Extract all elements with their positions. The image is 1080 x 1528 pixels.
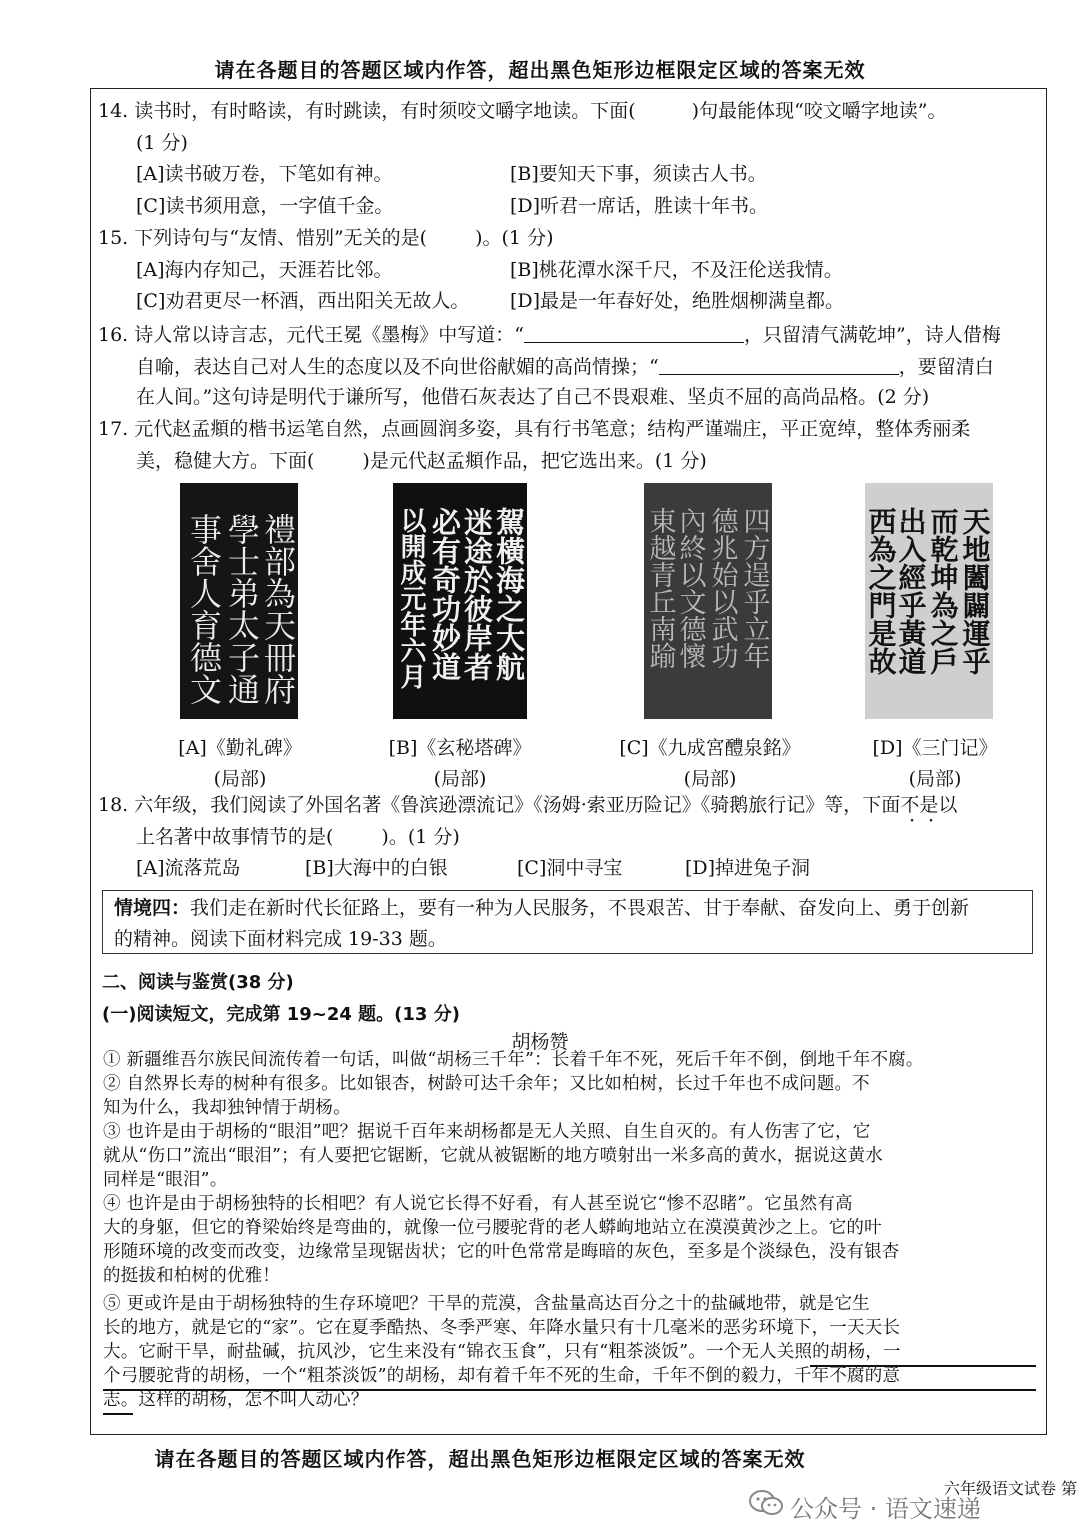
q18-option-b[interactable]: [B]大海中的白银 <box>305 857 448 879</box>
passage-line-10: 的挺拔和柏树的优雅！ <box>103 1266 280 1286</box>
q15-option-b[interactable]: [B]桃花潭水深千尺，不及汪伦送我情。 <box>510 259 843 281</box>
wechat-icon <box>748 1489 784 1517</box>
q17-option-d-sub: (局部) <box>908 768 962 790</box>
q17-option-c-sub: (局部) <box>683 768 737 790</box>
callig-a-col3: 事舍人育德文 <box>185 513 223 705</box>
q16-blank-1[interactable] <box>524 324 744 343</box>
q16-line2: 自喻，表达自己对人生的态度以及不向世俗献媚的高尚情操；“ ，要留清白 <box>136 356 994 378</box>
callig-d-col2: 而乾坤為之戶 <box>926 507 960 675</box>
q15-stem: 15. 下列诗句与“友情、惜别”无关的是( )。(1 分) <box>98 227 554 249</box>
passage-line-3: 知为什么，我却独钟情于胡杨。 <box>103 1098 351 1118</box>
callig-b-col2: 迷途於彼岸者 <box>460 507 494 681</box>
q14-option-c[interactable]: [C]读书须用意，一字值千金。 <box>136 195 394 217</box>
q18-option-d[interactable]: [D]掉进兔子洞 <box>685 857 811 879</box>
header-note: 请在各题目的答题区域内作答，超出黑色矩形边框限定区域的答案无效 <box>214 58 866 82</box>
q14-option-d[interactable]: [D]听君一席话，胜读十年书。 <box>510 195 769 217</box>
calligraphy-b-svg <box>393 483 527 719</box>
q17-option-a-label[interactable]: [A]《勤礼碑》 <box>178 737 302 759</box>
q14-option-a[interactable]: [A]读书破万卷，下笔如有神。 <box>136 163 393 185</box>
q15-option-a[interactable]: [A]海内存知己，天涯若比邻。 <box>136 259 393 281</box>
underline-3 <box>103 1413 133 1415</box>
q17-line1: 17. 元代赵孟頫的楷书运笔自然，点画圆润多姿，具有行书笔意；结构严谨端庄，平正宽绰，整体秀丽柔 <box>98 418 971 440</box>
watermark-text: 公众号 · 语文速递 <box>790 1495 981 1523</box>
callig-b-col4: 以開成元年六月 <box>396 507 426 689</box>
q14-option-b[interactable]: [B]要知天下事，须读古人书。 <box>510 163 767 185</box>
emphasis-char-1: 不 <box>900 794 920 816</box>
q18-line2: 上名著中故事情节的是( )。(1 分) <box>136 826 460 848</box>
callig-d-col3: 出入經乎黃道 <box>894 507 928 675</box>
callig-b-col1: 駕橫海之大航 <box>492 507 526 681</box>
passage-line-12: 长的地方，就是它的“家”。它在夏季酷热、冬季严寒、年降水量只有十几毫米的恶劣环境下，一天天长 <box>103 1318 901 1338</box>
q17-option-d-label[interactable]: [D]《三门记》 <box>872 737 998 759</box>
callig-a-col1: 禮部為天冊府 <box>259 513 297 705</box>
callig-c-col4: 東越青丘南踰 <box>644 507 676 669</box>
callig-c-col3: 內終以文德懷 <box>674 507 706 669</box>
q15-option-d[interactable]: [D]最是一年春好处，绝胜烟柳满皇都。 <box>510 290 845 312</box>
callig-d-col1: 天地闔闢運乎 <box>958 507 992 675</box>
callig-a-col2: 學士弟太子通 <box>223 513 261 705</box>
callig-d-col4: 西為之門是故 <box>865 507 898 675</box>
calligraphy-a-svg <box>180 483 298 719</box>
footer-note: 请在各题目的答题区域内作答，超出黑色矩形边框限定区域的答案无效 <box>154 1447 806 1471</box>
underline-1 <box>810 1365 1036 1367</box>
calligraphy-d-svg <box>865 483 993 719</box>
passage-line-5: 就从“伤口”流出“眼泪”；有人要把它锯断，它就从被锯断的地方喷射出一米多高的黄水，据说这黄水 <box>103 1146 883 1166</box>
q14-score: (1 分) <box>136 132 188 154</box>
q16-line3: 在人间。”这句诗是明代于谦所写，他借石灰表达了自己不畏艰难、坚贞不屈的高尚品格。(2 分) <box>136 386 930 408</box>
passage-line-14: 个弓腰驼背的胡杨，一个“粗茶淡饭”的胡杨，却有着千年不死的生命，千年不倒的毅力，千年不腐的意 <box>103 1366 901 1386</box>
passage-line-11: ⑤ 更或许是由于胡杨独特的生存环境吧？干旱的荒漠，含盐量高达百分之十的盐碱地带，就是它生 <box>103 1294 870 1314</box>
passage-line-4: ③ 也许是由于胡杨的“眼泪”吧？据说千百年来胡杨都是无人关照、自生自灭的。有人伤害了它，它 <box>103 1122 871 1142</box>
q17-option-a-sub: (局部) <box>213 768 267 790</box>
q16-blank-2[interactable] <box>659 356 899 375</box>
q17-option-c-label[interactable]: [C]《九成宮醴泉銘》 <box>619 737 801 759</box>
underline-2 <box>103 1389 1036 1391</box>
section-2-heading: 二、阅读与鉴赏(38 分) <box>102 972 294 993</box>
callig-c-col2: 德兆始以武功 <box>706 507 738 669</box>
callig-b-col3: 必有奇功妙道 <box>428 507 462 681</box>
passage-line-2: ② 自然界长寿的树种有很多。比如银杏，树龄可达千余年；又比如柏树，长过千年也不成问题。不 <box>103 1074 870 1094</box>
q16-line1: 16. 诗人常以诗言志，元代王冕《墨梅》中写道：“ ，只留清气满乾坤”，诗人借梅 <box>98 324 1001 346</box>
passage-line-9: 形随环境的改变而改变，边缘常呈现锯齿状；它的叶色常常是晦暗的灰色，至多是个淡绿色，没有银杏 <box>103 1242 900 1262</box>
q18-option-c[interactable]: [C]洞中寻宝 <box>517 857 623 879</box>
passage-line-7: ④ 也许是由于胡杨独特的长相吧？有人说它长得不好看，有人甚至说它“惨不忍睹”。它虽然有高 <box>103 1194 853 1214</box>
calligraphy-image-a[interactable] <box>180 483 298 719</box>
calligraphy-image-b[interactable] <box>393 483 527 719</box>
calligraphy-image-c[interactable] <box>644 483 772 719</box>
passage-line-6: 同样是“眼泪”。 <box>103 1170 228 1190</box>
passage-line-13: 大。它耐干旱，耐盐碱，抗风沙，它生来没有“锦衣玉食”，只有“粗茶淡饭”。一个无人关照的胡杨，一 <box>103 1342 901 1362</box>
passage-line-15: 志。这样的胡杨，怎不叫人动心？ <box>103 1390 369 1410</box>
calligraphy-c-svg <box>644 483 772 719</box>
scenario-label: 情境四： <box>114 897 191 919</box>
passage-line-8: 大的身躯，但它的脊梁始终是弯曲的，就像一位弓腰驼背的老人蟒岣地站立在漠漠黄沙之上。它的叶 <box>103 1218 882 1238</box>
q15-option-c[interactable]: [C]劝君更尽一杯酒，西出阳关无故人。 <box>136 290 470 312</box>
q17-option-b-label[interactable]: [B]《玄秘塔碑》 <box>388 737 532 759</box>
subsection-1-heading: (一)阅读短文，完成第 19~24 题。(13 分) <box>102 1004 460 1025</box>
q18-line1: 18. 六年级，我们阅读了外国名著《鲁滨逊漂流记》《汤姆·索亚历险记》《骑鹅旅行记》等，下面不是以 <box>98 794 958 816</box>
footer-page-info: 六年级语文试卷 第 <box>944 1479 1078 1498</box>
emphasis-char-2: 是 <box>919 794 939 816</box>
passage-line-1: ① 新疆维吾尔族民间流传着一句话，叫做“胡杨三千年”：长着千年不死，死后千年不倒，倒地千年不腐。 <box>103 1050 924 1070</box>
scenario-line2: 的精神。阅读下面材料完成 19-33 题。 <box>114 928 447 950</box>
calligraphy-image-d[interactable] <box>865 483 993 719</box>
q18-option-a[interactable]: [A]流落荒岛 <box>136 857 241 879</box>
q17-option-b-sub: (局部) <box>433 768 487 790</box>
q17-line2: 美，稳健大方。下面( )是元代赵孟頫作品，把它选出来。(1 分) <box>136 450 707 472</box>
scenario-line1: 情境四：我们走在新时代长征路上，要有一种为人民服务，不畏艰苦、甘于奉献、奋发向上、勇于创新 <box>114 897 970 919</box>
passage-title: 胡杨赞 <box>511 1031 569 1053</box>
q14-stem: 14. 读书时，有时略读，有时跳读，有时须咬文嚼字地读。下面( )句最能体现“咬文嚼字地读”。 <box>98 100 947 122</box>
callig-c-col1: 四方逞乎立年 <box>738 507 770 669</box>
